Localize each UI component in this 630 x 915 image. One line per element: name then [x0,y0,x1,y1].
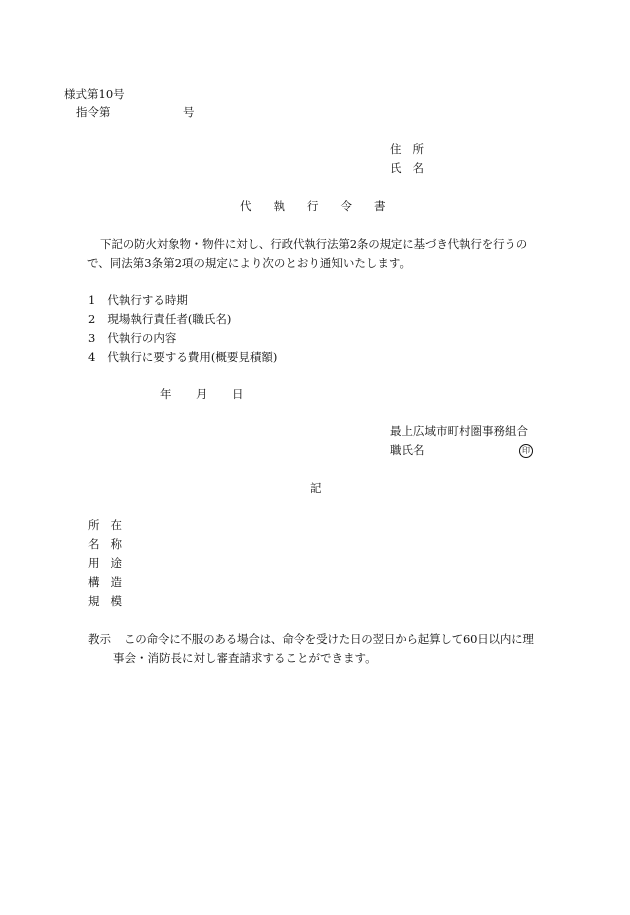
item-1-text: 代執行する時期 [107,293,188,307]
address-label-char-1: 住 [390,142,402,156]
issuer-title-label: 職氏名 [390,443,425,457]
property-name-char-2: 称 [110,537,122,551]
item-4 [88,350,277,364]
name-label-char-1: 氏 [390,161,402,175]
body-line-1: 下記の防火対象物・物件に対し、行政代執行法第2条の規定に基づき代執行を行うの [100,237,528,251]
instruction-line-2: 事会・消防長に対し審査請求することができます。 [113,651,377,665]
instruction-label: 教示 [88,632,111,646]
title-char-2: 執 [273,199,285,213]
name-label-char-2: 名 [412,161,424,175]
property-structure-char-2: 造 [110,575,122,589]
property-scale-char-2: 模 [110,594,122,608]
title-char-1: 代 [240,199,252,213]
document-title [240,199,386,213]
issuer-organization: 最上広域市町村圏事務組合 [390,424,528,438]
seal-mark [519,443,533,458]
title-char-3: 行 [307,199,319,213]
property-use-char-2: 途 [110,556,122,570]
title-char-4: 令 [340,199,352,213]
property-structure-char-1: 構 [88,575,100,589]
item-3-text: 代執行の内容 [107,331,177,345]
item-4-text: 代執行に要する費用(概要見積額) [107,350,278,364]
property-scale-char-1: 規 [88,594,100,608]
name-label [390,161,424,175]
instruction-text-1: この命令に不服のある場合は、命令を受けた日の翌日から起算して60日以内に理 [124,632,534,646]
order-number-suffix: 号 [183,105,195,119]
item-1 [88,293,188,307]
property-scale [88,594,122,608]
title-char-5: 書 [374,199,386,213]
property-location-char-2: 在 [110,518,122,532]
date-year: 年 [160,387,172,401]
item-2-text: 現場執行責任者(職氏名) [107,312,232,326]
seal-icon: 印 [519,444,533,458]
body-line-2: で、同法第3条第2項の規定により次のとおり通知いたします。 [87,256,411,270]
order-number-prefix: 指令第 [76,105,111,119]
property-use [88,556,122,570]
property-structure [88,575,122,589]
date-day: 日 [232,387,244,401]
item-2 [88,312,231,326]
item-3-number: 3 [88,331,96,345]
item-2-number: 2 [88,312,96,326]
form-number: 様式第10号 [64,87,125,101]
property-location [88,518,122,532]
property-use-char-1: 用 [88,556,100,570]
property-name [88,537,122,551]
item-4-number: 4 [88,350,96,364]
address-label-char-2: 所 [412,142,424,156]
ki-heading: 記 [310,481,322,495]
item-3 [88,331,176,345]
property-location-char-1: 所 [88,518,100,532]
address-label [390,142,424,156]
property-name-char-1: 名 [88,537,100,551]
instruction-line-1 [88,632,534,646]
item-1-number: 1 [88,293,96,307]
date-month: 月 [196,387,208,401]
